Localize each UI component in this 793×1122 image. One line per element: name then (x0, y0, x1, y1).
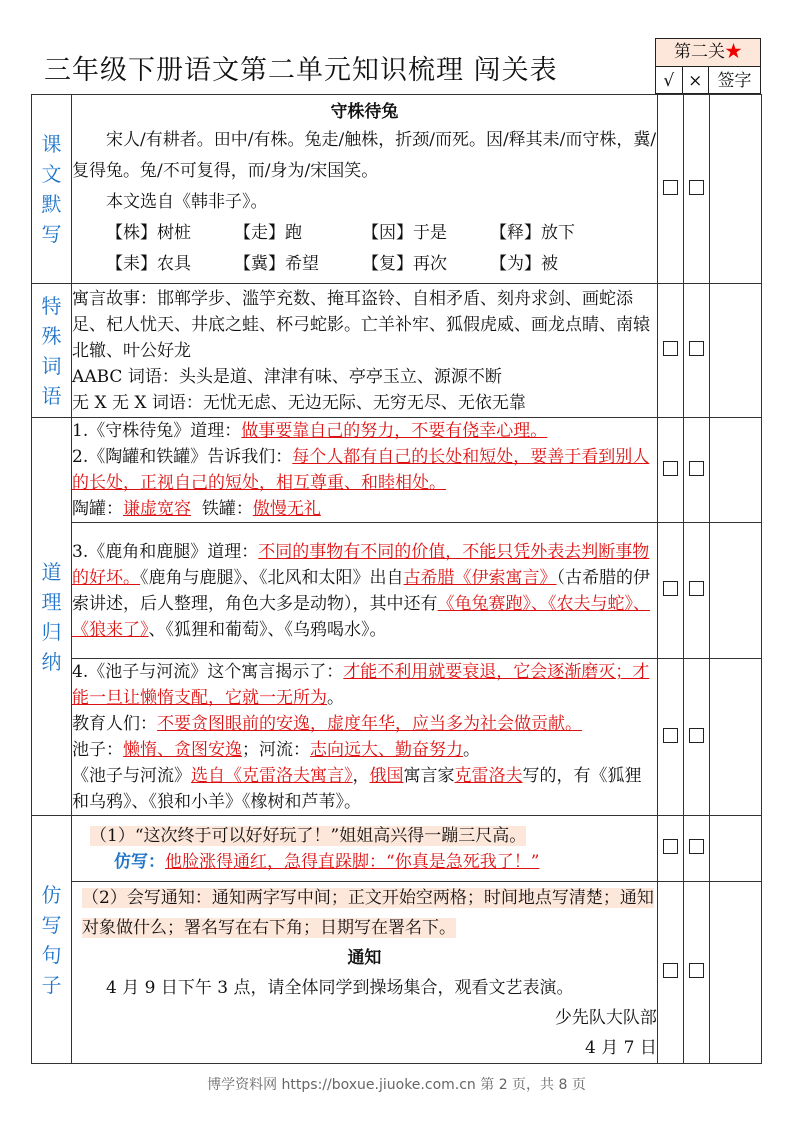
check-box[interactable] (663, 461, 678, 476)
reason-item-3: 3.《鹿角和鹿腿》道理：不同的事物有不同的价值，不能只凭外表去判断事物的好坏。《鹿角与鹿腿》、《北风和太阳》出自古希腊《伊索寓言》（古希腊的伊索讲述，后人整理，角色大多是动物），其中还有《龟兔赛跑》、《农夫与蛇》、《狼来了》、《狐狸和葡萄》、《乌鸦喝水》。 (72, 523, 658, 659)
level-badge (655, 38, 761, 94)
wuxwux-words: 无 X 无 X 词语：无忧无虑、无边无际、无穷无尽、无依无靠 (72, 392, 526, 413)
section-label-reason: 道 理 归 纳 (32, 418, 72, 816)
page-title: 三年级下册语文第二单元知识梳理 闯关表 (44, 55, 558, 86)
check-box[interactable] (663, 839, 678, 854)
check-box[interactable] (663, 963, 678, 978)
cross-box[interactable] (689, 461, 704, 476)
check-header: √ (656, 67, 683, 95)
notice-body: 4 月 9 日下午 3 点，请全体同学到操场集合，观看文艺表演。 (106, 977, 574, 998)
star-icon: ★ (725, 42, 742, 62)
recite-heading: 守株待兔 (330, 101, 399, 122)
level-label (656, 39, 760, 67)
sign-cell[interactable] (709, 816, 761, 882)
check-box[interactable] (663, 728, 678, 743)
reason-item-4: 4.《池子与河流》这个寓言揭示了：才能不利用就要衰退，它会逐渐磨灭；才能一旦让懒惰支配，它就一无所为。 教育人们：不要贪图眼前的安逸，虚度年华，应当多为社会做贡献。 池子：懒惰、贪图安逸；河流：志向远大、勤奋努力。 《池子与河流》选自《克雷洛夫寓言》，俄国寓言家克雷洛夫写的，有《狐狸和乌鸦》、《狼和小羊》《橡树和芦苇》。 (72, 659, 658, 816)
imitate-item-2: （2）会写通知：通知两字写中间；正文开始空两格；时间地点写清楚；通知对象做什么；署名写在右下角；日期写在署名下。 通知 4 月 9 日下午 3 点，请全体同学到操场集合，观看文艺表演。 少先队大队部 4 月 7 日 (72, 882, 658, 1064)
cross-box[interactable] (689, 581, 704, 596)
notice-title: 通知 (347, 947, 382, 968)
notice-signature: 少先队大队部 (554, 1007, 657, 1028)
sign-cell[interactable] (709, 659, 761, 816)
notice-date: 4 月 7 日 (585, 1037, 657, 1058)
section-words (32, 284, 762, 418)
cross-header: × (683, 67, 710, 95)
check-box[interactable] (663, 581, 678, 596)
recite-source: 本文选自《韩非子》。 (106, 191, 268, 212)
recite-gloss: 【株】树桩 【走】跑 【因】于是 【释】放下 【耒】农具 【冀】希望 【复】再次 【为】被 (106, 222, 576, 274)
sign-cell[interactable] (709, 882, 761, 1064)
section-recite (32, 95, 762, 284)
sign-cell[interactable] (709, 284, 761, 418)
cross-box[interactable] (689, 963, 704, 978)
section-imitate-b (32, 882, 762, 1064)
sign-cell[interactable] (709, 523, 761, 659)
cross-box[interactable] (689, 180, 704, 195)
section-reason-b (32, 523, 762, 659)
reason-item-1-2: 1.《守株待兔》道理：做事要靠自己的努力，不要有侥幸心理。 2.《陶罐和铁罐》告诉我们：每个人都有自己的长处和短处，要善于看到别人的长处，正视自己的短处，相互尊重、和睦相处。 陶罐：谦虚宽容 铁罐：傲慢无礼 (72, 418, 658, 523)
recite-content (72, 95, 658, 284)
section-imitate-a (32, 816, 762, 882)
cross-box[interactable] (689, 728, 704, 743)
fable-words: 寓言故事：邯郸学步、滥竽充数、掩耳盗铃、自相矛盾、刻舟求剑、画蛇添足、杞人忧天、井底之蛙、杯弓蛇影。亡羊补牢、狐假虎威、画龙点睛、南辕北辙、叶公好龙 (72, 288, 651, 361)
sign-cell[interactable] (709, 95, 761, 284)
section-label-recite: 课 文 默 写 (32, 95, 72, 284)
sign-cell[interactable] (709, 418, 761, 523)
recite-text: 宋人/有耕者。田中/有株。兔走/触株，折颈/而死。因/释其耒/而守株，冀/复得兔。兔/不可复得，而/身为/宋国笑。 (72, 129, 657, 181)
check-box[interactable] (663, 180, 678, 195)
section-reason-a (32, 418, 762, 523)
checklist-table (31, 94, 762, 1064)
imitate-item-1: （1）“这次终于可以好好玩了！”姐姐高兴得一蹦三尺高。 仿写：他脸涨得通红，急得直跺脚：“你真是急死我了！” (72, 816, 658, 882)
section-label-imitate: 仿 写 句 子 (32, 816, 72, 1064)
check-box[interactable] (663, 341, 678, 356)
cross-box[interactable] (689, 839, 704, 854)
cross-box[interactable] (689, 341, 704, 356)
section-reason-c (32, 659, 762, 816)
page-footer: 博学资料网 https://boxue.jiuoke.com.cn 第 2 页，共 8 页 (207, 1077, 586, 1093)
section-label-words: 特 殊 词 语 (32, 284, 72, 418)
aabc-words: AABC 词语：头头是道、津津有味、亭亭玉立、源源不断 (72, 366, 502, 387)
level-text: 第二关 (674, 42, 725, 62)
words-content (72, 284, 658, 418)
sign-header: 签字 (717, 71, 752, 91)
